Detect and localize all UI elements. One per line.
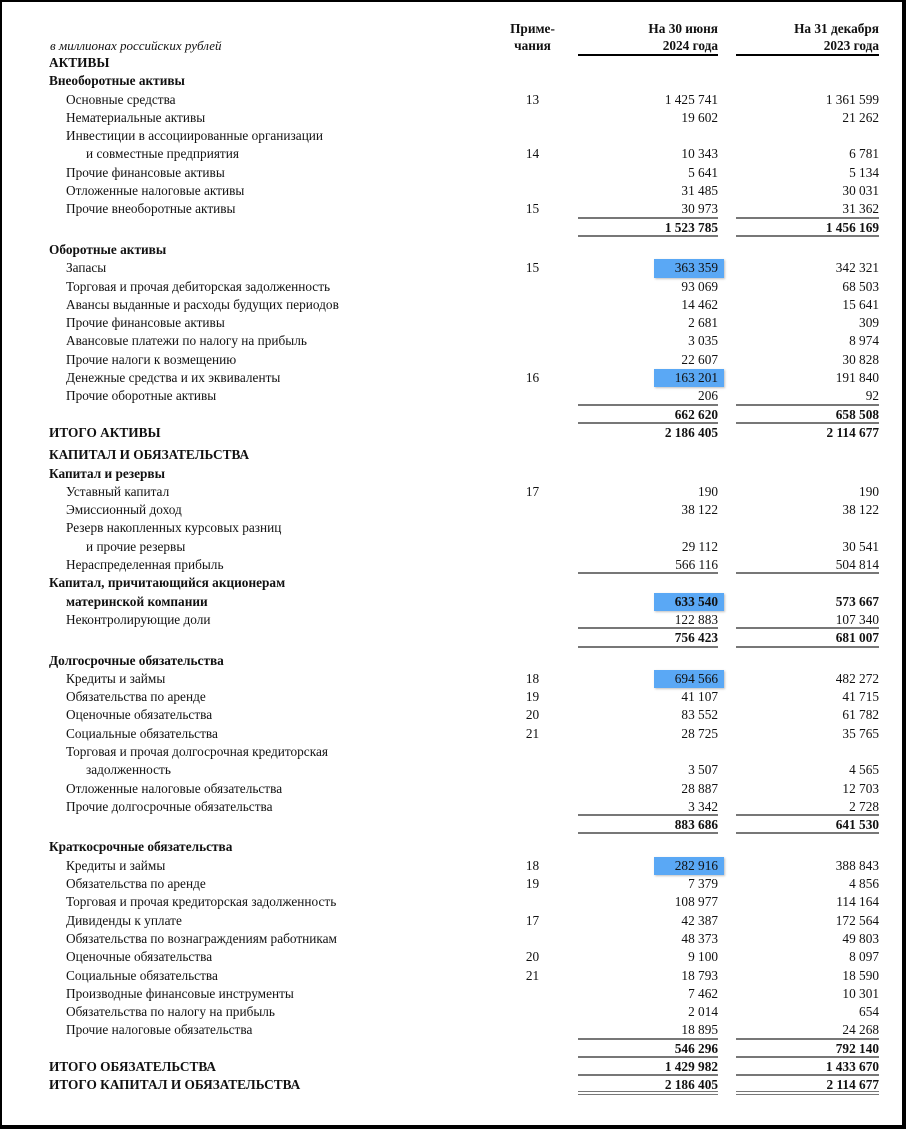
table-row	[0, 930, 906, 948]
value-2023: 172 564	[835, 912, 879, 928]
value-2023: 388 843	[835, 857, 879, 873]
row-label: Эмиссионный доход	[66, 502, 182, 518]
col1-header-line2: 2024 года	[662, 37, 718, 53]
total-row	[0, 1058, 906, 1076]
value-2024	[578, 145, 718, 163]
value-2024	[578, 816, 718, 834]
value-2024-text: 1 425 741	[664, 91, 718, 107]
notes-column-header	[505, 21, 560, 54]
note-ref: 21	[525, 967, 540, 983]
value-2024-text: 566 116	[675, 557, 718, 573]
total-row	[0, 1040, 906, 1058]
value-2024	[578, 798, 718, 816]
units-label: в миллионах российских рублей	[50, 38, 222, 53]
value-2024-text: 29 112	[681, 538, 718, 554]
table-row	[0, 912, 906, 930]
note-ref: 17	[525, 912, 540, 928]
value-2024	[578, 629, 718, 647]
value-2023: 31 362	[736, 200, 879, 218]
table-row	[0, 706, 906, 724]
value-2023: 30 541	[842, 538, 879, 554]
value-2023: 190	[859, 483, 879, 499]
total-row	[0, 1076, 906, 1094]
value-2024-text: 18 793	[681, 967, 718, 983]
value-2023: 38 122	[842, 502, 879, 518]
row-label: Прочие долгосрочные обязательства	[66, 798, 273, 814]
value-2024-text: 2 014	[688, 1004, 718, 1020]
value-2024	[578, 967, 718, 985]
value-2023: 18 590	[842, 967, 879, 983]
value-2024-text: 163 201	[674, 370, 718, 386]
group-heading	[0, 241, 906, 259]
note-ref: 14	[525, 146, 540, 162]
value-2024	[578, 1003, 718, 1021]
value-2024-text: 3 342	[688, 798, 718, 814]
value-2023: 107 340	[736, 611, 879, 629]
table-row	[0, 688, 906, 706]
row-label: Резерв накопленных курсовых разниц	[66, 520, 282, 536]
value-2023: 191 840	[835, 370, 879, 386]
value-2024-text: 2 681	[688, 315, 718, 331]
row-label: Торговая и прочая кредиторская задолженность	[66, 894, 337, 910]
value-2024	[578, 930, 718, 948]
row-label: ИТОГО КАПИТАЛ И ОБЯЗАТЕЛЬСТВА	[49, 1077, 301, 1093]
note-ref: 18	[525, 670, 540, 686]
row-label: Основные средства	[66, 91, 176, 107]
value-2024	[578, 780, 718, 798]
value-2023: 2 728	[736, 798, 879, 816]
row-label: Обязательства по налогу на прибыль	[66, 1004, 275, 1020]
table-row	[0, 164, 906, 182]
table-row	[0, 798, 906, 816]
value-2024	[578, 314, 718, 332]
value-2024-text: 93 069	[681, 278, 718, 294]
row-label: Торговая и прочая дебиторская задолженность	[66, 278, 331, 294]
total-row	[0, 629, 906, 647]
value-2024-text: 48 373	[681, 930, 718, 946]
row-label: задолженность	[86, 762, 171, 778]
row-label: Оценочные обязательства	[66, 707, 213, 723]
row-label: и совместные предприятия	[86, 146, 239, 162]
note-ref: 19	[525, 876, 540, 892]
value-2024-text: 2 186 405	[664, 424, 718, 440]
table-row	[0, 538, 906, 556]
row-label: Социальные обязательства	[66, 967, 218, 983]
value-2024-text: 756 423	[674, 630, 718, 646]
section-heading	[0, 446, 906, 464]
row-label: Дивиденды к уплате	[66, 912, 182, 928]
value-2024	[578, 688, 718, 706]
row-label: Оборотные активы	[49, 241, 167, 257]
value-2024-text: 31 485	[681, 183, 718, 199]
value-2023: 658 508	[736, 406, 879, 424]
note-ref: 15	[525, 201, 540, 217]
value-2024-text: 28 725	[681, 725, 718, 741]
value-2023: 24 268	[736, 1021, 879, 1039]
value-2024-text: 41 107	[681, 689, 718, 705]
total-row	[0, 424, 906, 442]
row-label: Оценочные обязательства	[66, 949, 213, 965]
value-2024	[578, 369, 718, 387]
value-2023: 21 262	[842, 109, 879, 125]
note-ref: 15	[525, 260, 540, 276]
table-row	[0, 296, 906, 314]
value-2024-text: 3 035	[688, 333, 718, 349]
row-label: Кредиты и займы	[66, 857, 166, 873]
value-2024	[578, 1040, 718, 1058]
value-2024	[578, 483, 718, 501]
value-2023: 342 321	[835, 260, 879, 276]
value-2024-text: 1 523 785	[664, 219, 718, 235]
value-2024-text: 22 607	[681, 351, 718, 367]
table-row	[0, 725, 906, 743]
table-row	[0, 875, 906, 893]
value-2023: 4 856	[849, 876, 879, 892]
row-label: Инвестиции в ассоциированные организации	[66, 128, 324, 144]
table-row	[0, 483, 906, 501]
value-2024	[578, 706, 718, 724]
table-row	[0, 893, 906, 911]
table-row	[0, 743, 906, 761]
table-row	[0, 780, 906, 798]
value-2023: 49 803	[842, 930, 879, 946]
section-heading	[0, 54, 906, 72]
table-row	[0, 278, 906, 296]
value-2024-text: 42 387	[681, 912, 718, 928]
value-2024-text: 883 686	[674, 817, 718, 833]
value-2023: 792 140	[736, 1040, 879, 1058]
value-2023: 1 433 670	[736, 1058, 879, 1076]
note-ref: 17	[525, 483, 540, 499]
table-row	[0, 670, 906, 688]
value-2024	[578, 611, 718, 629]
table-row	[0, 593, 906, 611]
value-2023: 8 097	[849, 949, 879, 965]
row-label: Отложенные налоговые активы	[66, 183, 245, 199]
value-2023: 309	[859, 315, 879, 331]
row-label: Краткосрочные обязательства	[49, 839, 233, 855]
group-heading	[0, 465, 906, 483]
row-label: ИТОГО ОБЯЗАТЕЛЬСТВА	[49, 1059, 216, 1075]
value-2024	[578, 1076, 718, 1094]
value-2023: 30 828	[842, 351, 879, 367]
row-label: Неконтролирующие доли	[66, 611, 211, 627]
note-ref: 20	[525, 949, 540, 965]
row-label: Капитал и резервы	[49, 465, 165, 481]
value-2023: 6 781	[849, 146, 879, 162]
row-label: Капитал, причитающийся акционерам	[49, 575, 286, 591]
row-label: Внеоборотные активы	[49, 73, 185, 89]
value-2024-text: 30 973	[681, 201, 718, 217]
table-row	[0, 967, 906, 985]
row-label: Запасы	[66, 260, 107, 276]
value-2023: 92	[736, 387, 879, 405]
value-2024	[578, 387, 718, 405]
table-row	[0, 857, 906, 875]
value-2024	[578, 406, 718, 424]
value-2024	[578, 1021, 718, 1039]
table-row	[0, 91, 906, 109]
value-2024	[578, 670, 718, 688]
row-label: Обязательства по аренде	[66, 876, 206, 892]
value-2024-text: 38 122	[681, 502, 718, 518]
total-row	[0, 219, 906, 237]
value-2024-text: 9 100	[688, 949, 718, 965]
column-header-2024	[578, 21, 718, 56]
value-2024	[578, 278, 718, 296]
row-label: материнской компании	[66, 593, 208, 609]
value-2023: 15 641	[842, 296, 879, 312]
value-2023: 10 301	[842, 985, 879, 1001]
value-2024	[578, 875, 718, 893]
group-heading	[0, 72, 906, 90]
value-2023: 5 134	[849, 164, 879, 180]
table-row	[0, 387, 906, 405]
value-2024	[578, 332, 718, 350]
row-label: Прочие финансовые активы	[66, 315, 225, 331]
row-label: Отложенные налоговые обязательства	[66, 780, 283, 796]
note-ref: 19	[525, 689, 540, 705]
value-2024-text: 7 379	[688, 876, 718, 892]
row-label: Кредиты и займы	[66, 670, 166, 686]
value-2024-text: 83 552	[681, 707, 718, 723]
table-row	[0, 369, 906, 387]
table-row	[0, 259, 906, 277]
group-heading	[0, 838, 906, 856]
value-2024-text: 206	[698, 388, 718, 404]
value-2023: 1 456 169	[736, 219, 879, 237]
note-ref: 18	[525, 857, 540, 873]
table-row	[0, 145, 906, 163]
value-2023: 41 715	[842, 689, 879, 705]
value-2023: 30 031	[842, 183, 879, 199]
value-2023: 654	[859, 1004, 879, 1020]
value-2023: 8 974	[849, 333, 879, 349]
row-label: Торговая и прочая долгосрочная кредиторская	[66, 743, 328, 759]
value-2024	[578, 200, 718, 218]
value-2023: 61 782	[842, 707, 879, 723]
value-2023: 35 765	[842, 725, 879, 741]
row-label: Долгосрочные обязательства	[49, 652, 224, 668]
value-2024	[578, 948, 718, 966]
table-row	[0, 948, 906, 966]
table-row	[0, 1021, 906, 1039]
value-2024	[578, 538, 718, 556]
table-row	[0, 314, 906, 332]
value-2023: 504 814	[736, 556, 879, 574]
value-2024	[578, 593, 718, 611]
col2-header-line2: 2023 года	[823, 37, 879, 53]
value-2024-text: 7 462	[688, 985, 718, 1001]
table-row	[0, 182, 906, 200]
row-label: Нераспределенная прибыль	[66, 557, 224, 573]
note-ref: 13	[525, 91, 540, 107]
value-2024	[578, 556, 718, 574]
value-2023: 4 565	[849, 762, 879, 778]
value-2023: 68 503	[842, 278, 879, 294]
row-label: Обязательства по аренде	[66, 689, 206, 705]
value-2023: 2 114 677	[736, 1076, 879, 1094]
row-label: Производные финансовые инструменты	[66, 985, 294, 1001]
row-label: и прочие резервы	[86, 538, 186, 554]
value-2024	[578, 259, 718, 277]
note-ref: 16	[525, 370, 540, 386]
value-2024	[578, 985, 718, 1003]
value-2024-text: 546 296	[674, 1040, 718, 1056]
value-2024	[578, 164, 718, 182]
value-2024	[578, 501, 718, 519]
value-2023: 2 114 677	[826, 424, 879, 440]
row-label: Прочие оборотные активы	[66, 388, 217, 404]
value-2024-text: 633 540	[674, 593, 718, 609]
row-label: ИТОГО АКТИВЫ	[49, 424, 161, 440]
value-2024-text: 122 883	[674, 611, 718, 627]
value-2024	[578, 424, 718, 442]
table-row	[0, 200, 906, 218]
row-label: Прочие внеоборотные активы	[66, 201, 236, 217]
col2-header-line1: На 31 декабря	[794, 21, 879, 36]
note-ref: 20	[525, 707, 540, 723]
value-2024	[578, 351, 718, 369]
value-2023: 641 530	[736, 816, 879, 834]
value-2024-text: 14 462	[681, 296, 718, 312]
value-2024	[578, 109, 718, 127]
value-2024-text: 2 186 405	[664, 1077, 718, 1093]
value-2024	[578, 1058, 718, 1076]
value-2024-text: 3 507	[688, 762, 718, 778]
value-2024-text: 28 887	[681, 780, 718, 796]
value-2024-text: 363 359	[674, 260, 718, 276]
value-2023: 1 361 599	[825, 91, 879, 107]
value-2024-text: 1 429 982	[664, 1059, 718, 1075]
value-2024-text: 18 895	[681, 1022, 718, 1038]
value-2024	[578, 725, 718, 743]
value-2023: 114 164	[836, 894, 879, 910]
value-2024-text: 282 916	[674, 857, 718, 873]
table-row	[0, 611, 906, 629]
value-2024-text: 10 343	[681, 146, 718, 162]
table-row	[0, 501, 906, 519]
value-2024	[578, 182, 718, 200]
table-row	[0, 127, 906, 145]
row-label: Прочие налоговые обязательства	[66, 1022, 253, 1038]
value-2024-text: 19 602	[681, 109, 718, 125]
value-2024	[578, 296, 718, 314]
notes-header-line1: Приме-	[510, 21, 555, 36]
row-label: Нематериальные активы	[66, 109, 206, 125]
value-2024	[578, 91, 718, 109]
value-2023: 12 703	[842, 780, 879, 796]
value-2024	[578, 761, 718, 779]
row-label: КАПИТАЛ И ОБЯЗАТЕЛЬСТВА	[49, 447, 250, 463]
table-row	[0, 109, 906, 127]
table-row	[0, 1003, 906, 1021]
table-row	[0, 519, 906, 537]
column-header-2023	[736, 21, 879, 56]
table-row	[0, 351, 906, 369]
value-2023: 482 272	[835, 670, 879, 686]
table-row	[0, 332, 906, 350]
table-body	[0, 54, 906, 1095]
value-2024-text: 5 641	[688, 164, 718, 180]
notes-header-line2: чания	[514, 37, 551, 53]
row-label: Авансы выданные и расходы будущих периодов	[66, 296, 339, 312]
row-label: Прочие финансовые активы	[66, 164, 225, 180]
value-2023: 573 667	[835, 593, 879, 609]
value-2024	[578, 219, 718, 237]
value-2024-text: 190	[698, 483, 718, 499]
row-label: АКТИВЫ	[49, 55, 110, 70]
col1-header-line1: На 30 июня	[648, 21, 718, 36]
value-2024-text: 694 566	[674, 670, 718, 686]
table-row	[0, 556, 906, 574]
table-header	[0, 0, 906, 56]
value-2024	[578, 893, 718, 911]
value-2024	[578, 912, 718, 930]
note-ref: 21	[525, 725, 540, 741]
row-label: Уставный капитал	[66, 483, 170, 499]
row-label: Прочие налоги к возмещению	[66, 351, 237, 367]
table-row	[0, 985, 906, 1003]
row-label: Обязательства по вознаграждениям работникам	[66, 930, 337, 946]
group-heading	[0, 652, 906, 670]
value-2024	[578, 857, 718, 875]
total-row	[0, 406, 906, 424]
table-row	[0, 761, 906, 779]
total-row	[0, 816, 906, 834]
value-2024-text: 662 620	[674, 406, 718, 422]
row-label: Авансовые платежи по налогу на прибыль	[66, 333, 307, 349]
row-label: Социальные обязательства	[66, 725, 218, 741]
group-heading	[0, 574, 906, 592]
row-label: Денежные средства и их эквиваленты	[66, 370, 281, 386]
value-2024-text: 108 977	[674, 894, 718, 910]
value-2023: 681 007	[736, 629, 879, 647]
